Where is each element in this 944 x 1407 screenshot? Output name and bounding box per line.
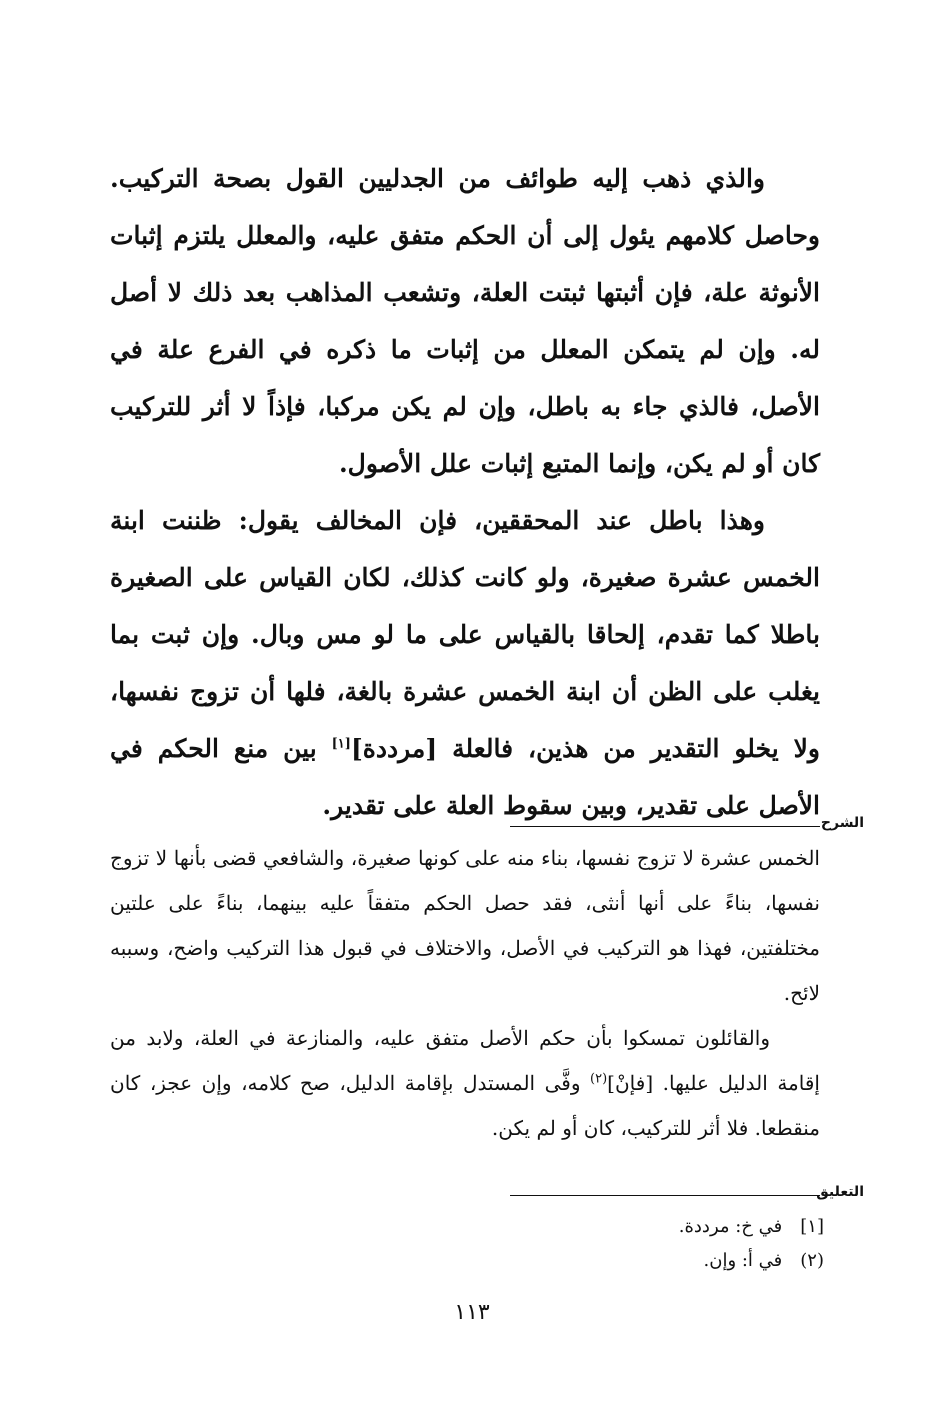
footnote-marker: [١] [800,1216,824,1237]
sharh-paragraph-2-text: والقائلون تمسكوا بأن حكم الأصل متفق عليه، والمنازعة في العلة، ولابد من إقامة الدليل عليها. [فإنْ] [110,1026,820,1095]
footnote-text: في خ: مرددة. [678,1216,783,1237]
sharh-label: الشرح [820,815,864,831]
footnote-2 [679,1244,824,1278]
footnote-1 [679,1210,824,1244]
sharh-divider [510,826,820,827]
footnotes [679,1210,824,1278]
page-number: ١١٣ [454,1300,490,1325]
main-paragraph-2-tail: بين منع الحكم في الأصل على تقدير، وبين سقوط العلة على تقدير. [110,734,820,820]
taliq-divider [510,1195,820,1196]
sharh-paragraph-2 [110,1016,820,1151]
main-paragraph-1: والذي ذهب إليه طوائف من الجدليين القول بصحة التركيب. وحاصل كلامهم يئول إلى أن الحكم متفق عليه، والمعلل يلتزم إثبات الأنوثة علة، فإن أثبتها ثبتت العلة، وتشعب المذاهب بعد ذلك لا أصل له. وإن لم يتمكن المعلل من إثبات ما ذكره في الفرع علة في الأصل، فالذي جاء به باطل، وإن لم يكن مركبا، فإذاً لا أثر للتركيب كان أو لم يكن، وإنما المتبع إثبات علل الأصول. [110,164,820,478]
footnote-ref-2: (٢) [590,1071,608,1087]
main-paragraph-2 [110,492,820,834]
footnote-marker: (٢) [800,1250,824,1271]
footnote-text: في أ: وإن. [703,1250,783,1271]
footnote-ref-1: [١] [331,736,351,752]
main-text-body [110,150,820,834]
sharh-paragraph-2-tail: وفَّى المستدل بإقامة الدليل، صح كلامه، وإن عجز، كان منقطعا. فلا أثر للتركيب، كان أو لم يكن. [110,1071,820,1140]
sharh-paragraph-1: الخمس عشرة لا تزوج نفسها، بناء منه على كونها صغيرة، والشافعي قضى بأنها لا تزوج نفسها، بناءً على أنها أنثى، فقد حصل الحكم متفقاً عليه بينهما، بناءً على علتين مختلفتين، فهذا هو التركيب في الأصل، والاختلاف في قبول هذا التركيب واضح، وسببه لائح. [110,846,820,1005]
sharh-body [110,836,820,1151]
taliq-label: التعليق [816,1184,864,1200]
main-paragraph-2-text: وهذا باطل عند المحققين، فإن المخالف يقول: ظننت ابنة الخمس عشرة صغيرة، ولو كانت كذلك، لكان القياس على الصغيرة باطلا كما تقدم، إلحاقا بالقياس على ما لو مس وبال. وإن ثبت بما يغلب على الظن أن ابنة الخمس عشرة بالغة، فلها أن تزوج نفسها، ولا يخلو التقدير من هذين، فالعلة [مرددة] [110,506,820,763]
